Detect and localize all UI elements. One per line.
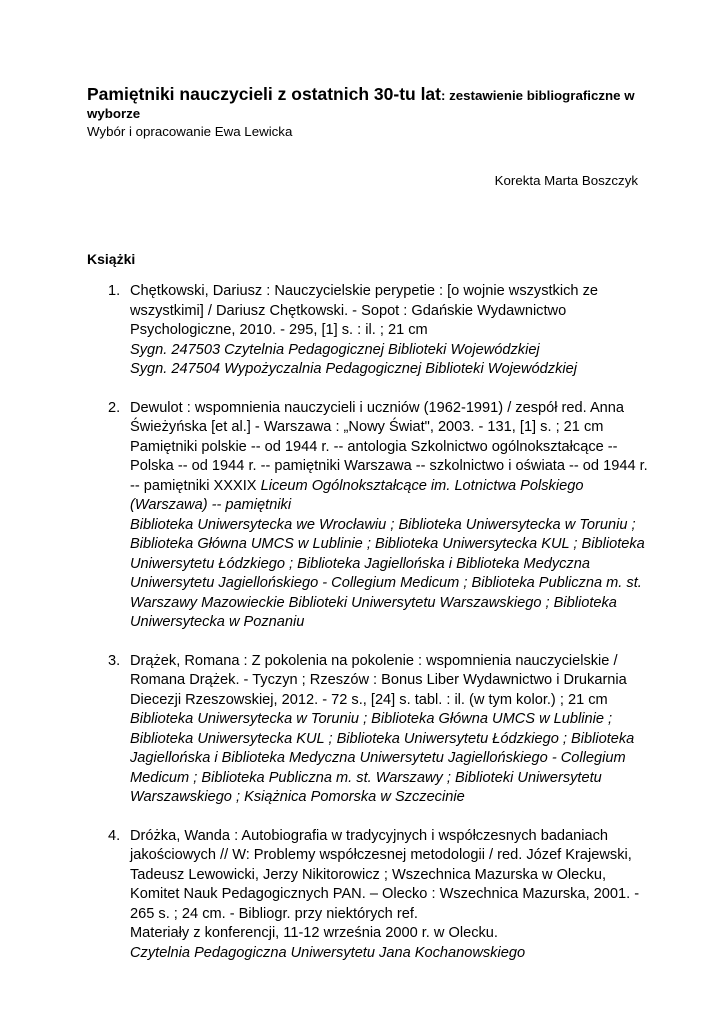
entry-subject-italic: Liceum Ogólnokształcące im. Lotnictwa Polskiego (Warszawa) -- pamiętniki bbox=[130, 477, 584, 513]
entry-number: 2. bbox=[108, 399, 121, 416]
list-item bbox=[108, 652, 648, 808]
entry-description-text: Dewulot : wspomnienia nauczycieli i uczniów (1962-1991) / zespół red. Anna Świeżyńska [et al.] - Warszawa : „Nowy Świat", 2003. - 131, [1] s. ; 21 cm Pamiętniki polskie -- od 1944 r. -- antologia Szkolnictwo ogólnokształcące -- Polska -- od 1944 r. -- pamiętniki Warszawa -- szkolnictwo i oświata -- od 1944 r. -- pamiętniki XXXIX bbox=[130, 399, 648, 494]
entry-description: Chętkowski, Dariusz : Nauczycielskie perypetie : [o wojnie wszystkich ze wszystkimi] / Dariusz Chętkowski. - Sopot : Gdańskie Wydawnictwo Psychologiczne, 2010. - 295, [1] s. : il. ; 21 cm bbox=[130, 283, 598, 338]
entry-libraries: Biblioteka Uniwersytecka w Toruniu ; Biblioteka Główna UMCS w Lublinie ; Biblioteka Uniwersytecka KUL ; Biblioteka Uniwersytetu Łódzkiego ; Biblioteka Jagiellońska i Biblioteka Medyczna Uniwersytetu Jagiellońskiego - Collegium Medicum ; Biblioteka Publiczna m. st. Warszawy ; Biblioteki Uniwersytetu Warszawskiego ; Książnica Pomorska w Szczecinie bbox=[130, 711, 635, 805]
list-item bbox=[108, 282, 648, 380]
entry-note: Materiały z konferencji, 11-12 września 2000 r. w Olecku. bbox=[130, 925, 498, 941]
bibliography-list bbox=[108, 282, 648, 982]
entry-number: 4. bbox=[108, 827, 121, 844]
entry-description: Dróżka, Wanda : Autobiografia w tradycyjnych i współczesnych badaniach jakościowych // W: Problemy współczesnej metodologii / red. Józef Krajewski, Tadeusz Lewowicki, Jerzy Nikitorowicz ; Wszechnica Mazurska w Olecku, Komitet Nauk Pedagogicznych PAN. – Olecko : Wszechnica Mazurska, 2001. - 265 s. ; 24 cm. - Bibliogr. przy niektórych ref. bbox=[130, 827, 640, 922]
proofreader-credit: Korekta Marta Boszczyk bbox=[494, 173, 638, 188]
list-item bbox=[108, 399, 648, 633]
entry-libraries: Czytelnia Pedagogiczna Uniwersytetu Jana Kochanowskiego bbox=[130, 944, 526, 961]
title-main: Pamiętniki nauczycieli z ostatnich 30-tu lat bbox=[87, 84, 441, 104]
entry-description: Drążek, Romana : Z pokolenia na pokolenie : wspomnienia nauczycielskie / Romana Drążek. - Tyczyn ; Rzeszów : Bonus Liber Wydawnictwo i Drukarnia Diecezji Rzeszowskiej, 2012. - 72 s., [24] s. tabl. : il. (w tym kolor.) ; 21 cm bbox=[130, 652, 627, 708]
editor-credit: Wybór i opracowanie Ewa Lewicka bbox=[87, 124, 293, 139]
title-block bbox=[87, 85, 647, 141]
entry-location: Sygn. 247504 Wypożyczalnia Pedagogicznej Biblioteki Wojewódzkiej bbox=[130, 361, 577, 377]
entry-libraries: Biblioteka Uniwersytecka we Wrocławiu ; Biblioteka Uniwersytecka w Toruniu ; Biblioteka Główna UMCS w Lublinie ; Biblioteka Uniwersytecka KUL ; Biblioteka Uniwersytetu Łódzkiego ; Biblioteka Jagiellońska i Biblioteka Medyczna Uniwersytetu Jagiellońskiego - Collegium Medicum ; Biblioteka Publiczna m. st. Warszawy Mazowieckie Biblioteki Uniwersytetu Warszawskiego ; Biblioteka Uniwersytecka w Poznaniu bbox=[130, 516, 645, 630]
title-subtitle: : zestawienie bibliograficzne w wyborze bbox=[87, 88, 635, 121]
entry-location: Sygn. 247503 Czytelnia Pedagogicznej Biblioteki Wojewódzkiej bbox=[130, 341, 540, 358]
list-item bbox=[108, 827, 648, 964]
entry-number: 1. bbox=[108, 283, 121, 299]
entry-number: 3. bbox=[108, 652, 121, 669]
document-title bbox=[87, 85, 647, 123]
section-heading-books: Książki bbox=[87, 251, 136, 267]
entry-description bbox=[130, 399, 648, 516]
